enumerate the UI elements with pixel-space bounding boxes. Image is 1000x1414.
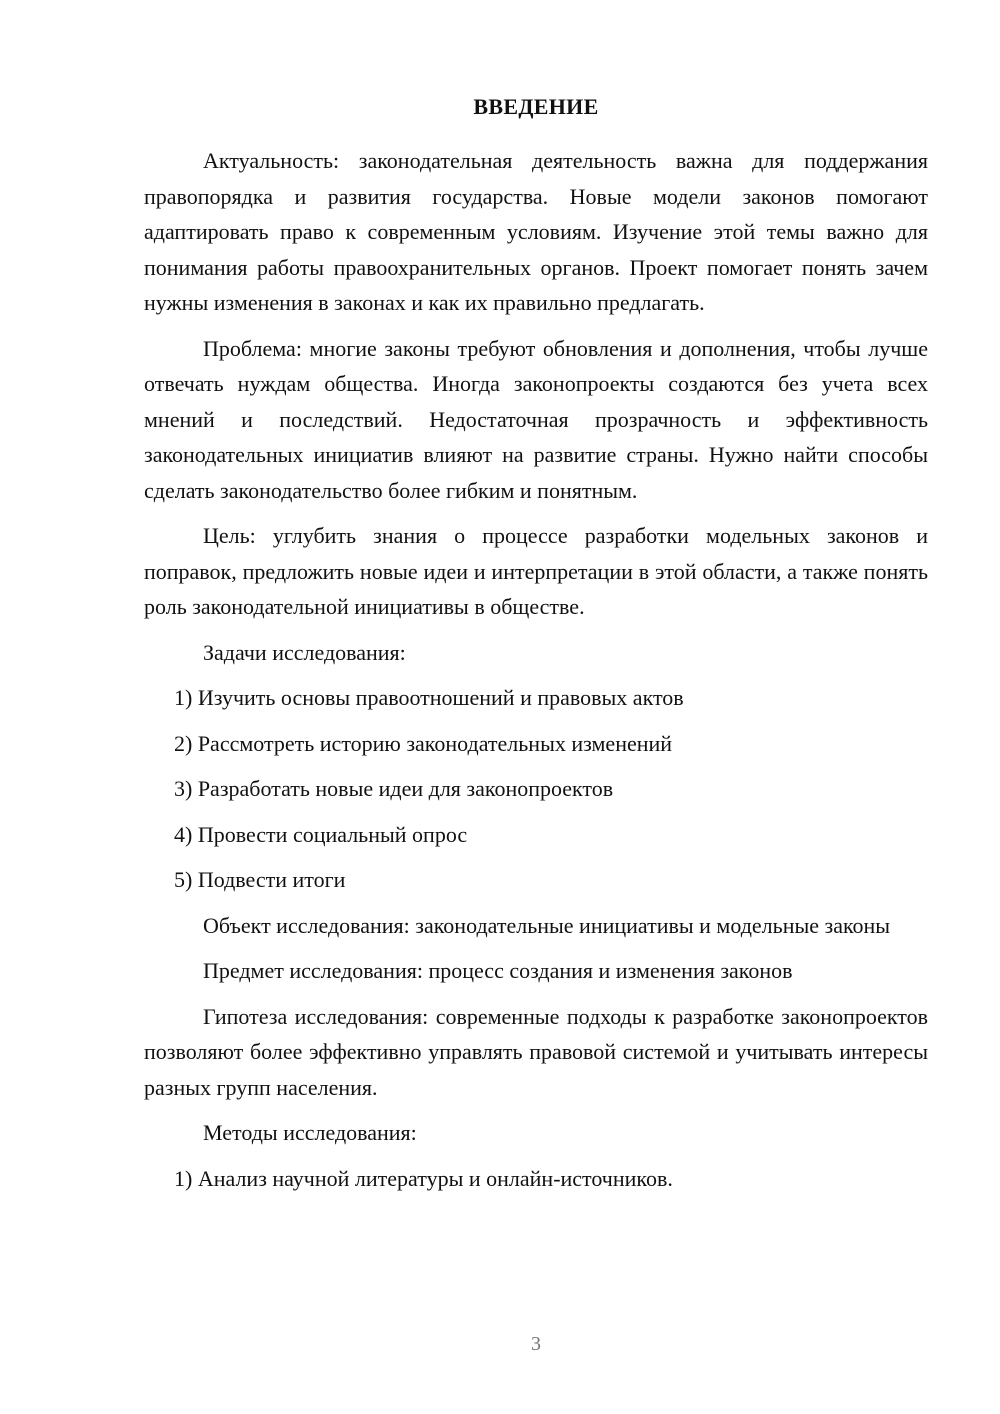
- body-text: [144, 143, 928, 1206]
- paragraph-relevance: Актуальность: законодательная деятельность важна для поддержания правопорядка и развития государства. Новые модели законов помогают адаптировать право к современным условиям. Изучение этой темы важно для понимания работы правоохранительных органов. Проект помогает понять зачем нужны изменения в законах и как их правильно предлагать.: [144, 148, 928, 315]
- list-item: 1) Анализ научной литературы и онлайн-источников.: [174, 1165, 673, 1191]
- section-heading: ВВЕДЕНИЕ: [473, 94, 599, 119]
- paragraph-object: Объект исследования: законодательные инициативы и модельные законы: [203, 912, 891, 938]
- list-item: 5) Подвести итоги: [174, 867, 346, 892]
- list-item: 2) Рассмотреть историю законодательных изменений: [174, 730, 673, 756]
- page-number: 3: [531, 1333, 541, 1355]
- paragraph-problem: Проблема: многие законы требуют обновления и дополнения, чтобы лучше отвечать нуждам общества. Иногда законопроекты создаются без учета всех мнений и последствий. Недостаточная прозрачность и эффективность законодательных инициатив влияют на развитие страны. Нужно найти способы сделать законодательство более гибким и понятным.: [144, 335, 928, 503]
- methods-heading: Методы исследования:: [203, 1120, 417, 1145]
- tasks-heading: Задачи исследования:: [203, 639, 406, 665]
- list-item: 1) Изучить основы правоотношений и правовых актов: [174, 685, 684, 710]
- paragraph-goal: Цель: углубить знания о процессе разработки модельных законов и поправок, предложить новые идеи и интерпретации в этой области, а также понять роль законодательной инициативы в обществе.: [144, 523, 928, 619]
- paragraph-subject: Предмет исследования: процесс создания и изменения законов: [203, 958, 793, 983]
- list-item: 4) Провести социальный опрос: [174, 821, 468, 847]
- list-item: 3) Разработать новые идеи для законопроектов: [174, 776, 614, 801]
- paragraph-hypothesis: Гипотеза исследования: современные подходы к разработке законопроектов позволяют более эффективно управлять правовой системой и учитывать интересы разных групп населения.: [144, 1003, 928, 1100]
